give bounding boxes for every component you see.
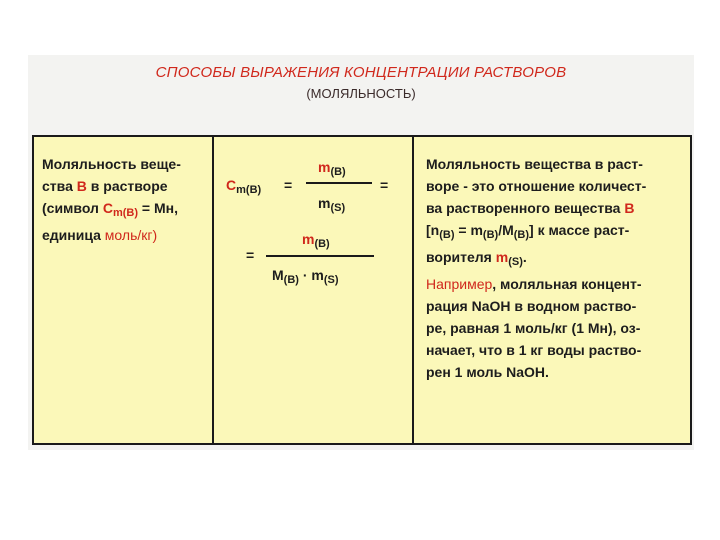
column-divider-left <box>212 137 214 443</box>
formula-denominator-2: $M_{(B)} \cdot m_{(S)}$ <box>272 267 339 286</box>
content-table <box>32 135 692 445</box>
right-line-2: воре - это отношение количест- <box>426 178 647 194</box>
right-line-5: ворителя $m_{(S)}$. <box>426 249 527 268</box>
right-line-6: Например, моляльная концент- <box>426 276 642 292</box>
right-line-4: $[n_{(B)} = m_{(B)}/M_{(B)}]$ к массе раст- <box>426 222 630 241</box>
formula-equals-2: = <box>380 177 389 193</box>
column-divider-right <box>412 137 414 443</box>
slide-title: СПОСОБЫ ВЫРАЖЕНИЯ КОНЦЕНТРАЦИИ РАСТВОРОВ <box>155 64 567 81</box>
right-line-9: начает, что в 1 кг воды раство- <box>426 342 642 358</box>
right-line-8: ре, равная 1 моль/кг (1 Мн), оз- <box>426 320 641 336</box>
right-line-10: рен 1 моль NaOH. <box>426 364 549 380</box>
formula-equals-3: = <box>246 247 255 263</box>
fraction-bar-1 <box>306 182 372 184</box>
formula-numerator-1: $m_{(B)}$ <box>318 159 346 178</box>
left-line-2: ства В в растворе <box>42 178 168 194</box>
left-line-3: (символ $C_{m(B)}$ = Мн, <box>42 200 178 219</box>
formula-numerator-2: $m_{(B)}$ <box>302 231 330 250</box>
left-line-4: единица моль/кг) <box>42 227 158 243</box>
fraction-bar-2 <box>266 255 374 257</box>
right-line-7: рация NaOH в водном раство- <box>426 298 637 314</box>
definition-left <box>42 153 210 246</box>
formula-equals-1: = <box>284 177 293 193</box>
definition-right <box>426 153 688 383</box>
left-line-1: Моляльность веще- <box>42 156 181 172</box>
formula-symbol: $C_{m(B)}$ <box>226 177 262 196</box>
formula-denominator-1: $m_{(S)}$ <box>318 195 346 214</box>
right-line-1: Моляльность вещества в раст- <box>426 156 643 172</box>
slide-subtitle: (МОЛЯЛЬНОСТЬ) <box>306 86 416 101</box>
right-line-3: ва растворенного вещества В <box>426 200 635 216</box>
